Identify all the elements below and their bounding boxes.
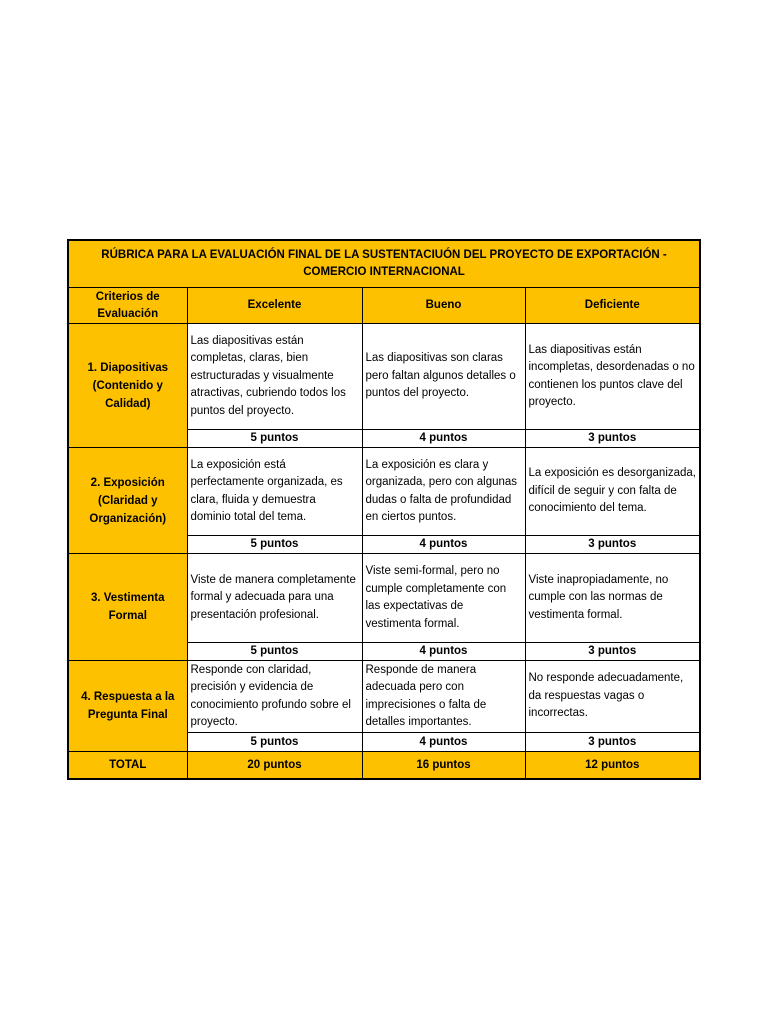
points-bueno: 4 puntos bbox=[362, 733, 525, 752]
points-deficiente: 3 puntos bbox=[525, 733, 700, 752]
points-bueno: 4 puntos bbox=[362, 430, 525, 448]
header-deficiente: Deficiente bbox=[525, 288, 700, 324]
criterion-deficiente: La exposición es desorganizada, difícil de seguir y con falta de conocimiento del tema. bbox=[525, 448, 700, 536]
points-bueno: 4 puntos bbox=[362, 643, 525, 661]
criterion-deficiente: Viste inapropiadamente, no cumple con las normas de vestimenta formal. bbox=[525, 554, 700, 643]
header-excelente: Excelente bbox=[187, 288, 362, 324]
total-excelente: 20 puntos bbox=[187, 752, 362, 780]
title-row bbox=[68, 240, 700, 288]
criterion-row bbox=[68, 661, 700, 733]
points-deficiente: 3 puntos bbox=[525, 536, 700, 554]
rubric-table bbox=[67, 239, 701, 780]
criterion-name: 4. Respuesta a la Pregunta Final bbox=[68, 661, 187, 752]
rubric-title: RÚBRICA PARA LA EVALUACIÓN FINAL DE LA SUSTENTACIUÓN DEL PROYECTO DE EXPORTACIÓN - COMERCIO INTERNACIONAL bbox=[68, 240, 700, 288]
criterion-name: 1. Diapositivas (Contenido y Calidad) bbox=[68, 324, 187, 448]
criterion-name: 3. Vestimenta Formal bbox=[68, 554, 187, 661]
criterion-deficiente: Las diapositivas están incompletas, desordenadas o no contienen los puntos clave del proyecto. bbox=[525, 324, 700, 430]
points-excelente: 5 puntos bbox=[187, 643, 362, 661]
criterion-excelente: Las diapositivas están completas, claras, bien estructuradas y visualmente atractivas, cubriendo todos los puntos del proyecto. bbox=[187, 324, 362, 430]
total-label: TOTAL bbox=[68, 752, 187, 780]
criterion-bueno: Responde de manera adecuada pero con imprecisiones o falta de detalles importantes. bbox=[362, 661, 525, 733]
total-row bbox=[68, 752, 700, 780]
criterion-bueno: Las diapositivas son claras pero faltan algunos detalles o puntos del proyecto. bbox=[362, 324, 525, 430]
header-row bbox=[68, 288, 700, 324]
total-deficiente: 12 puntos bbox=[525, 752, 700, 780]
criterion-row bbox=[68, 448, 700, 536]
points-deficiente: 3 puntos bbox=[525, 643, 700, 661]
points-bueno: 4 puntos bbox=[362, 536, 525, 554]
criterion-bueno: La exposición es clara y organizada, pero con algunas dudas o falta de profundidad en ciertos puntos. bbox=[362, 448, 525, 536]
criterion-row bbox=[68, 324, 700, 430]
points-deficiente: 3 puntos bbox=[525, 430, 700, 448]
criterion-excelente: La exposición está perfectamente organizada, es clara, fluida y demuestra dominio total del tema. bbox=[187, 448, 362, 536]
total-bueno: 16 puntos bbox=[362, 752, 525, 780]
points-excelente: 5 puntos bbox=[187, 733, 362, 752]
criterion-deficiente: No responde adecuadamente, da respuestas vagas o incorrectas. bbox=[525, 661, 700, 733]
criterion-excelente: Viste de manera completamente formal y adecuada para una presentación profesional. bbox=[187, 554, 362, 643]
criterion-name: 2. Exposición (Claridad y Organización) bbox=[68, 448, 187, 554]
points-excelente: 5 puntos bbox=[187, 430, 362, 448]
criterion-excelente: Responde con claridad, precisión y evidencia de conocimiento profundo sobre el proyecto. bbox=[187, 661, 362, 733]
header-criterios: Criterios de Evaluación bbox=[68, 288, 187, 324]
points-excelente: 5 puntos bbox=[187, 536, 362, 554]
criterion-bueno: Viste semi-formal, pero no cumple completamente con las expectativas de vestimenta formal. bbox=[362, 554, 525, 643]
criterion-row bbox=[68, 554, 700, 643]
header-bueno: Bueno bbox=[362, 288, 525, 324]
